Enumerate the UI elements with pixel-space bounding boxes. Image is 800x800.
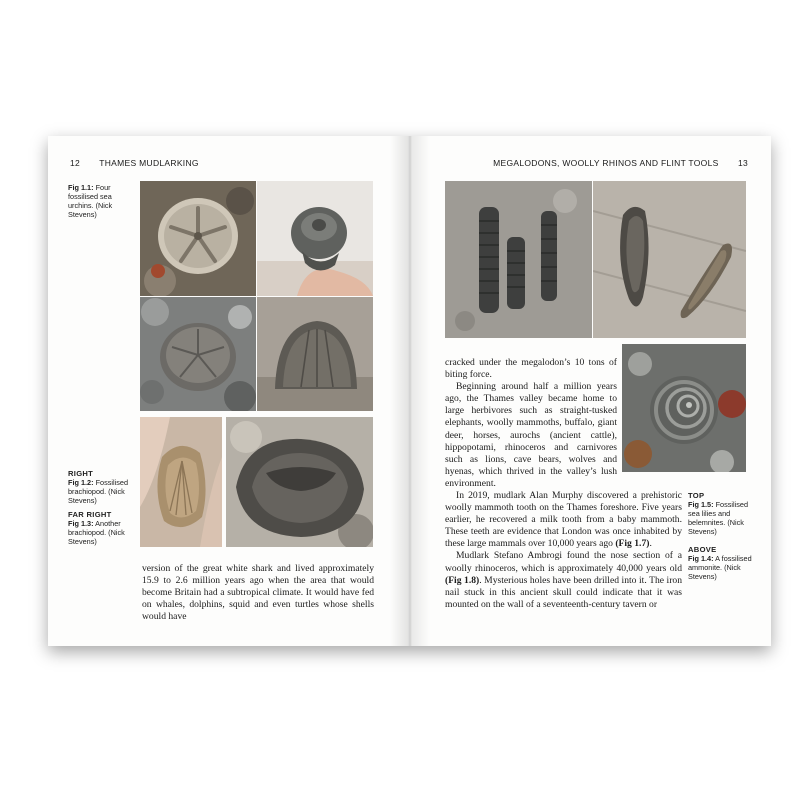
right-body-paragraph-1: cracked under the megalodon’s 10 tons of biting force. (445, 357, 617, 381)
left-page-header (70, 158, 199, 168)
left-running-head: THAMES MUDLARKING (99, 158, 199, 168)
right-page-header (493, 158, 748, 168)
paragraph-4-text: Mudlark Stefano Ambrogi found the nose section of a woolly rhinoceros, which is approximately 40,000 years old (445, 550, 682, 574)
photo-sea-urchin-4 (257, 297, 373, 411)
right-body-paragraph-4 (445, 550, 682, 610)
photo-ammonite (622, 344, 746, 472)
caption-fig-1-1 (68, 183, 130, 219)
left-page (48, 136, 410, 646)
photo-brachiopod-fig-1-3 (226, 417, 373, 547)
caption-fig-1-1-text: Four fossilised sea urchins. (Nick Stevens) (68, 183, 113, 219)
right-body-column-bottom (445, 490, 682, 611)
right-running-head: MEGALODONS, WOOLLY RHINOS AND FLINT TOOLS (493, 158, 719, 168)
caption-fig-1-1-label: Fig 1.1: (68, 183, 94, 192)
caption-fig-1-2-text: Fossilised brachiopod. (Nick Stevens) (68, 478, 129, 505)
caption-above (688, 545, 754, 581)
photo-belemnites (593, 181, 746, 338)
right-body-column-top (445, 357, 617, 490)
fig-1-8-reference: (Fig 1.8) (445, 574, 480, 586)
caption-above-heading: ABOVE (688, 545, 717, 554)
caption-fig-1-5-label: Fig 1.5: (688, 500, 714, 509)
caption-fig-1-3-label: Fig 1.3: (68, 519, 94, 528)
photo-sea-urchin-3 (140, 297, 256, 411)
right-page-number: 13 (737, 158, 748, 168)
caption-right-heading: RIGHT (68, 469, 94, 478)
left-body-text (142, 563, 374, 623)
paragraph-3-end: . (649, 538, 652, 550)
caption-fig-1-2-label: Fig 1.2: (68, 478, 94, 487)
right-body-paragraph-3 (445, 490, 682, 550)
caption-top-heading: TOP (688, 491, 705, 500)
caption-top (688, 491, 754, 536)
paragraph-4-end: . Mysterious holes have been drilled into it. The iron nail stuck in this ancient skull could indicate that it was mounted on the wall of a seventeenth-century tavern or (445, 574, 682, 610)
left-body-paragraph: version of the great white shark and lived approximately 15.9 to 2.6 million years ago when the area that would become Britain had a subtropical climate. It would have fed on whales, dolphins, squid and even turtles whose shells would have (142, 563, 374, 623)
right-page (410, 136, 771, 646)
open-book (48, 136, 771, 646)
caption-fig-1-3-text: Another brachiopod. (Nick Stevens) (68, 519, 125, 546)
paragraph-3-text: In 2019, mudlark Alan Murphy discovered a prehistoric woolly mammoth tooth on the Thames foreshore. Five years earlier, he recovered a milk tooth from a baby mammoth. These teeth are evidence that London was once inhabited by these large mammals over 10,000 years ago (445, 490, 682, 550)
right-body-paragraph-2: Beginning around half a million years ago, the Thames valley became home to large herbivores such as straight-tusked elephants, woolly mammoths, buffalo, giant deer, horses, aurochs (ancient cattle), hippopotami, rhinoceros and carnivores such as lions, cave bears, wolves and hyenas, which thrived in the valley’s lush environment. (445, 381, 617, 489)
photo-sea-lilies (445, 181, 592, 338)
caption-fig-1-4-label: Fig 1.4: (688, 554, 714, 563)
caption-fig-1-5-text: Fossilised sea lilies and belemnites. (Nick Stevens) (688, 500, 749, 536)
caption-far-right-heading: FAR RIGHT (68, 510, 112, 519)
photo-brachiopod-fig-1-2 (140, 417, 222, 547)
left-page-number: 12 (70, 158, 81, 168)
caption-right (68, 469, 138, 505)
fig-1-7-reference: (Fig 1.7) (615, 538, 650, 550)
photo-sea-urchin-1 (140, 181, 256, 296)
caption-far-right (68, 510, 138, 546)
photo-sea-urchin-2 (257, 181, 373, 296)
book-gutter (390, 136, 430, 646)
caption-fig-1-4-text: A fossilised ammonite. (Nick Stevens) (688, 554, 752, 581)
